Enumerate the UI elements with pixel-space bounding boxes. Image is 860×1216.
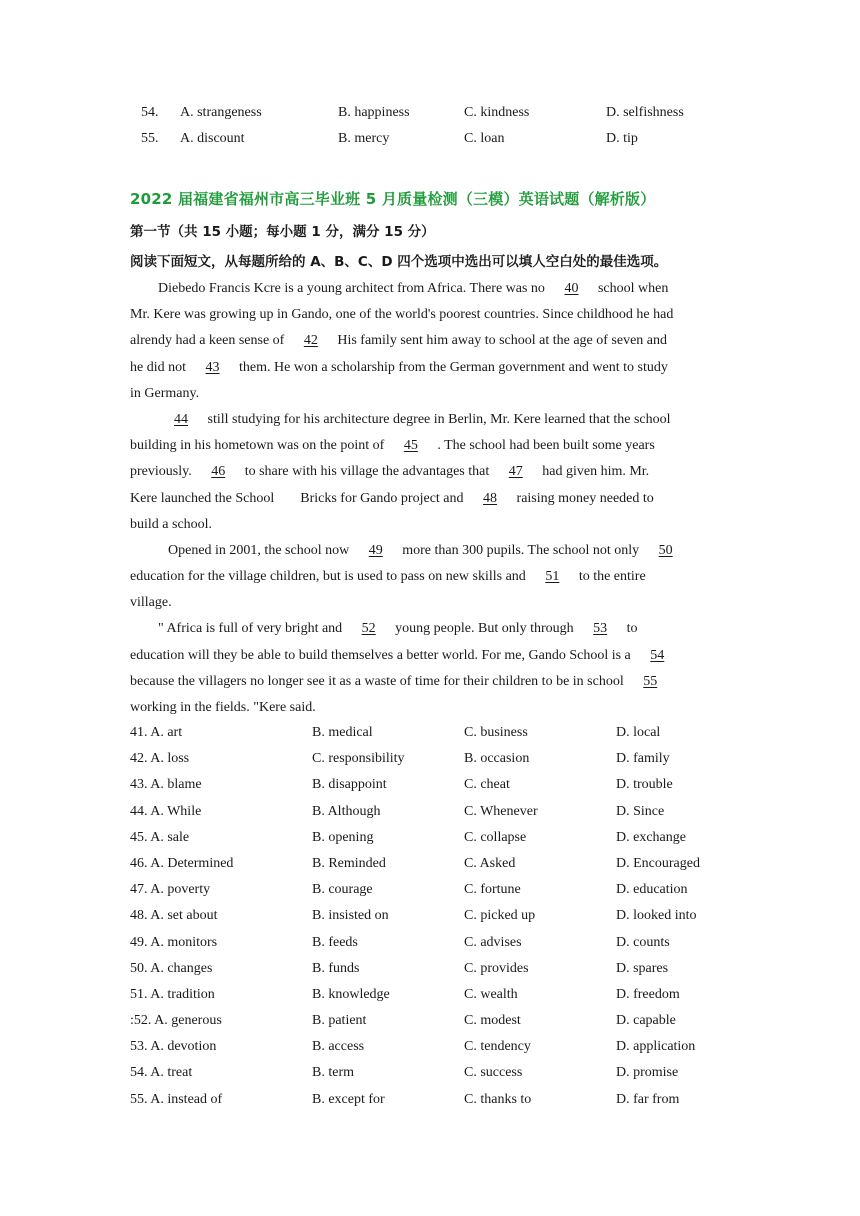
option-b: B. disappoint (312, 777, 387, 793)
option-c: C. kindness (464, 105, 530, 120)
passage-line: Kere launched the School Bricks for Gando project and 48 raising money needed to (130, 488, 736, 514)
option-c: C. business (464, 725, 528, 740)
option-b: B. courage (312, 882, 373, 898)
option-row-43 (130, 774, 700, 800)
option-row-55 (141, 128, 684, 154)
option-b: B. access (312, 1039, 365, 1055)
option-d: D. family (616, 751, 670, 767)
passage-line: build a school. (130, 516, 213, 532)
passage-line: education will they be able to build themselves a better world. For me, Gando School is a 54 (130, 645, 736, 671)
passage-line: in Germany. (130, 385, 200, 401)
instruction-text: 阅读下面短文，从每题所给的 A、B、C、D 四个选项中选出可以填人空白处的最佳选项。 (130, 254, 668, 270)
option-b: B. patient (312, 1013, 367, 1029)
option-a: 43. A. blame (130, 777, 202, 793)
option-c: C. Asked (464, 855, 516, 871)
blank-45: 45 (403, 438, 418, 454)
option-row-45 (130, 827, 700, 853)
passage-line: " Africa is full of very bright and 52 young people. But only through 53 to (130, 618, 736, 644)
option-row-47 (130, 879, 700, 905)
option-d: D. promise (616, 1065, 679, 1081)
passage-line: Mr. Kere was growing up in Gando, one of the world's poorest countries. Since childhood he had (130, 307, 674, 323)
option-a: 45. A. sale (130, 829, 190, 845)
blank-53: 53 (593, 621, 608, 637)
option-row-49 (130, 932, 700, 958)
passage-line: building in his hometown was on the point of 45 . The school had been built some years (130, 435, 736, 461)
option-a: 46. A. Determined (130, 855, 234, 871)
option-c: C. thanks to (464, 1091, 532, 1107)
option-row-48 (130, 905, 700, 931)
option-c: C. cheat (464, 777, 510, 793)
passage-line: he did not 43 them. He won a scholarship from the German government and went to study (130, 357, 736, 383)
blank-50: 50 (658, 542, 673, 558)
option-b: B. term (312, 1065, 354, 1081)
option-row-44 (130, 801, 700, 827)
option-b: B. feeds (312, 934, 358, 950)
option-a: :52. A. generous (130, 1013, 222, 1029)
option-c: C. tendency (464, 1039, 531, 1055)
option-b: B. opening (312, 829, 374, 845)
previous-question-options (141, 102, 684, 154)
option-d: D. exchange (616, 829, 686, 845)
option-b: B. funds (312, 960, 360, 976)
option-c: C. wealth (464, 986, 518, 1002)
passage-line: because the villagers no longer see it as a waste of time for their children to be in school 55 (130, 671, 736, 697)
option-d: D. freedom (616, 986, 680, 1002)
option-b: B. medical (312, 725, 373, 740)
blank-55: 55 (643, 673, 658, 689)
option-b: B. Reminded (312, 855, 386, 871)
option-row-52 (130, 1010, 700, 1036)
option-c: C. picked up (464, 908, 536, 924)
blank-40: 40 (564, 281, 579, 296)
option-row-54 (130, 1062, 700, 1088)
option-a: 47. A. poverty (130, 882, 211, 898)
blank-52: 52 (361, 621, 376, 637)
cloze-passage (130, 278, 736, 723)
option-row-42 (130, 748, 700, 774)
option-a: 50. A. changes (130, 960, 213, 976)
option-a: A. discount (180, 131, 245, 146)
option-d: D. tip (606, 131, 638, 146)
passage-line: village. (130, 595, 172, 611)
option-b: C. responsibility (312, 751, 405, 767)
option-c: C. provides (464, 960, 529, 976)
option-a: 49. A. monitors (130, 934, 218, 950)
exam-title: 2022 届福建省福州市高三毕业班 5 月质量检测（三模）英语试题（解析版） (130, 190, 656, 208)
option-c: C. fortune (464, 882, 521, 898)
option-c: B. occasion (464, 751, 530, 767)
passage-line: working in the fields. "Kere said. (130, 700, 316, 715)
passage-line: 44 still studying for his architecture degree in Berlin, Mr. Kere learned that the school (130, 409, 736, 435)
option-d: D. trouble (616, 777, 673, 793)
passage-line: previously. 46 to share with his village the advantages that 47 had given him. Mr. (130, 461, 736, 487)
blank-44: 44 (174, 411, 188, 427)
option-a: 41. A. art (130, 725, 183, 740)
option-b: B. mercy (338, 131, 390, 146)
question-number: 55. (141, 131, 159, 146)
option-a: A. strangeness (180, 105, 262, 120)
option-d: D. counts (616, 934, 670, 950)
option-row-55 (130, 1089, 700, 1115)
option-a: 48. A. set about (130, 908, 218, 924)
blank-43: 43 (205, 359, 220, 375)
option-b: B. insisted on (312, 908, 389, 924)
option-d: D. capable (616, 1013, 676, 1029)
blank-51: 51 (545, 569, 560, 585)
passage-line: alrendy had a keen sense of 42 His family sent him away to school at the age of seven and (130, 330, 736, 356)
blank-54: 54 (650, 647, 665, 663)
option-a: 44. A. While (130, 803, 202, 819)
option-a: 53. A. devotion (130, 1039, 217, 1055)
option-row-54 (141, 102, 684, 128)
option-a: 51. A. tradition (130, 986, 215, 1002)
option-b: B. happiness (338, 105, 410, 120)
option-a: 55. A. instead of (130, 1091, 223, 1107)
blank-46: 46 (211, 464, 226, 480)
option-row-46 (130, 853, 700, 879)
passage-line: Diebedo Francis Kcre is a young architect from Africa. There was no 40 school when (130, 278, 736, 304)
option-row-51 (130, 984, 700, 1010)
option-c: C. collapse (464, 829, 527, 845)
option-d: D. looked into (616, 908, 697, 924)
option-row-53 (130, 1036, 700, 1062)
option-d: D. Since (616, 803, 665, 819)
blank-47: 47 (508, 464, 523, 480)
blank-48: 48 (483, 490, 498, 506)
question-number: 54. (141, 105, 159, 120)
option-row-41 (130, 722, 700, 748)
option-c: C. Whenever (464, 803, 538, 819)
option-d: D. application (616, 1039, 696, 1055)
option-c: C. modest (464, 1013, 521, 1029)
option-b: B. Although (312, 803, 381, 819)
passage-line: Opened in 2001, the school now 49 more than 300 pupils. The school not only 50 (130, 540, 736, 566)
passage-line: education for the village children, but is used to pass on new skills and 51 to the entire (130, 566, 736, 592)
section-heading: 第一节（共 15 小题；每小题 1 分，满分 15 分） (130, 224, 435, 240)
option-b: B. except for (312, 1091, 385, 1107)
option-c: C. success (464, 1065, 523, 1081)
option-d: D. selfishness (606, 105, 684, 120)
option-b: B. knowledge (312, 986, 390, 1002)
option-a: 42. A. loss (130, 751, 190, 767)
blank-49: 49 (368, 542, 383, 558)
option-d: D. Encouraged (616, 855, 700, 871)
answer-options (130, 722, 700, 1115)
option-c: C. advises (464, 934, 522, 950)
option-row-50 (130, 958, 700, 984)
option-d: D. far from (616, 1091, 680, 1107)
option-c: C. loan (464, 131, 505, 146)
option-d: D. local (616, 725, 661, 740)
option-a: 54. A. treat (130, 1065, 193, 1081)
option-d: D. education (616, 882, 688, 898)
option-d: D. spares (616, 960, 669, 976)
blank-42: 42 (303, 333, 318, 349)
